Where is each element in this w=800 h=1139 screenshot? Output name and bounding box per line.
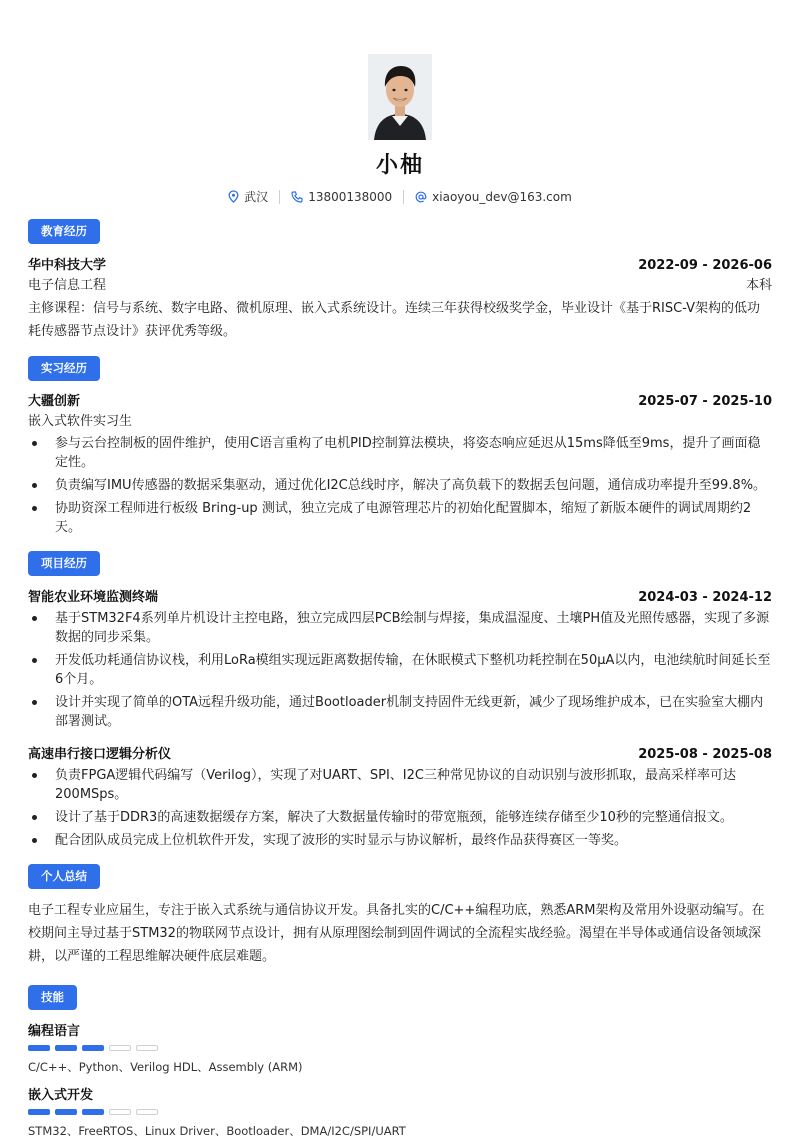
- internship-section: [28, 356, 772, 541]
- internship-date: 2025-07 - 2025-10: [638, 394, 772, 409]
- list-item: 参与云台控制板的固件维护，使用C语言重构了电机PID控制算法模块，将姿态响应延迟从15ms降低至9ms，提升了画面稳定性。: [28, 434, 772, 472]
- phone-text: 13800138000: [308, 189, 393, 204]
- skills-list: [28, 1020, 772, 1139]
- email-at-icon: [415, 191, 427, 203]
- skill-level-empty: [136, 1109, 158, 1115]
- project-name: 智能农业环境监测终端: [28, 590, 159, 605]
- contact-phone: [280, 190, 403, 204]
- list-item: 基于STM32F4系列单片机设计主控电路，独立完成四层PCB绘制与焊接，集成温湿度、土壤PH值及光照传感器，实现了多源数据的同步采集。: [28, 609, 772, 647]
- skill-name: 编程语言: [28, 1024, 81, 1039]
- education-section: [28, 219, 772, 343]
- list-item: 开发低功耗通信协议栈，利用LoRa模组实现远距离数据传输，在休眠模式下整机功耗控制在50μA以内，电池续航时间延长至6个月。: [28, 651, 772, 689]
- company-name: 大疆创新: [28, 394, 81, 409]
- skill-level-empty: [136, 1045, 158, 1051]
- major: 电子信息工程: [28, 278, 107, 293]
- skill-level-empty: [109, 1045, 131, 1051]
- education-row: [28, 254, 772, 273]
- section-heading-summary: 个人总结: [28, 864, 100, 889]
- location-text: 武汉: [244, 190, 269, 204]
- section-heading-education: 教育经历: [28, 219, 100, 244]
- project-bullets: [28, 766, 772, 850]
- skill-description: STM32、FreeRTOS、Linux Driver、Bootloader、DMA/I2C/SPI/UART: [28, 1124, 406, 1138]
- degree: 本科: [745, 278, 772, 293]
- skill-level-filled: [28, 1045, 50, 1051]
- location-pin-icon: [228, 190, 239, 203]
- skill-item: [28, 1020, 772, 1075]
- resume-header: [0, 54, 800, 205]
- school-name: 华中科技大学: [28, 258, 107, 273]
- skill-name: 嵌入式开发: [28, 1088, 94, 1103]
- skill-level-filled: [55, 1109, 77, 1115]
- section-heading-projects: 项目经历: [28, 551, 100, 576]
- email-text: xiaoyou_dev@163.com: [432, 189, 572, 204]
- internship-role: 嵌入式软件实习生: [28, 414, 133, 429]
- section-heading-skills: 技能: [28, 985, 77, 1010]
- skill-level-filled: [82, 1109, 104, 1115]
- list-item: 配合团队成员完成上位机软件开发，实现了波形的实时显示与协议解析，最终作品获得赛区一等奖。: [28, 831, 772, 850]
- phone-icon: [291, 191, 303, 203]
- internship-bullets: [28, 434, 772, 537]
- candidate-name: 小柚: [375, 153, 424, 178]
- project-row: [28, 743, 772, 762]
- skill-level-empty: [109, 1109, 131, 1115]
- list-item: 负责FPGA逻辑代码编写（Verilog），实现了对UART、SPI、I2C三种常见协议的自动识别与波形抓取，最高采样率可达200MSps。: [28, 766, 772, 804]
- list-item: 协助资深工程师进行板级 Bring-up 测试，独立完成了电源管理芯片的初始化配置脚本，缩短了新版本硬件的调试周期约2天。: [28, 499, 772, 537]
- project-name: 高速串行接口逻辑分析仪: [28, 747, 172, 762]
- list-item: 设计了基于DDR3的高速数据缓存方案，解决了大数据量传输时的带宽瓶颈，能够连续存储至少10秒的完整通信报文。: [28, 808, 772, 827]
- contact-location: [217, 188, 279, 205]
- project-date: 2024-03 - 2024-12: [638, 590, 772, 605]
- section-heading-internship: 实习经历: [28, 356, 100, 381]
- list-item: 设计并实现了简单的OTA远程升级功能，通过Bootloader机制支持固件无线更新，减少了现场维护成本，已在实验室大棚内部署测试。: [28, 693, 772, 731]
- project-bullets: [28, 609, 772, 731]
- avatar-photo: [368, 54, 432, 140]
- summary-text: 电子工程专业应届生，专注于嵌入式系统与通信协议开发。具备扎实的C/C++编程功底，熟悉ARM架构及常用外设驱动编写。在校期间主导过基于STM32的物联网节点设计，拥有从原理图绘制到固件调试的全流程实战经验。渴望在半导体或通信设备领域深耕，以严谨的工程思维解决硬件底层难题。: [28, 903, 765, 964]
- skills-section: [28, 985, 772, 1139]
- contact-email: [404, 190, 583, 204]
- projects-section: [28, 551, 772, 854]
- skill-level-filled: [82, 1045, 104, 1051]
- skill-level-bar: [28, 1109, 772, 1115]
- skill-level-filled: [28, 1109, 50, 1115]
- skill-description: C/C++、Python、Verilog HDL、Assembly (ARM): [28, 1060, 303, 1074]
- project-row: [28, 586, 772, 605]
- list-item: 负责编写IMU传感器的数据采集驱动，通过优化I2C总线时序，解决了高负载下的数据丢包问题，通信成功率提升至99.8%。: [28, 476, 772, 495]
- summary-section: [28, 864, 772, 968]
- education-subrow: [28, 274, 772, 293]
- internship-row: [28, 390, 772, 409]
- avatar: [368, 54, 432, 140]
- contact-info: [0, 188, 800, 205]
- education-date: 2022-09 - 2026-06: [638, 258, 772, 273]
- skill-level-filled: [55, 1045, 77, 1051]
- skill-item: [28, 1084, 772, 1139]
- skill-level-bar: [28, 1045, 772, 1051]
- project-date: 2025-08 - 2025-08: [638, 747, 772, 762]
- education-description: 主修课程：信号与系统、数字电路、微机原理、嵌入式系统设计。连续三年获得校级奖学金，毕业设计《基于RISC-V架构的低功耗传感器节点设计》获评优秀等级。: [28, 301, 761, 339]
